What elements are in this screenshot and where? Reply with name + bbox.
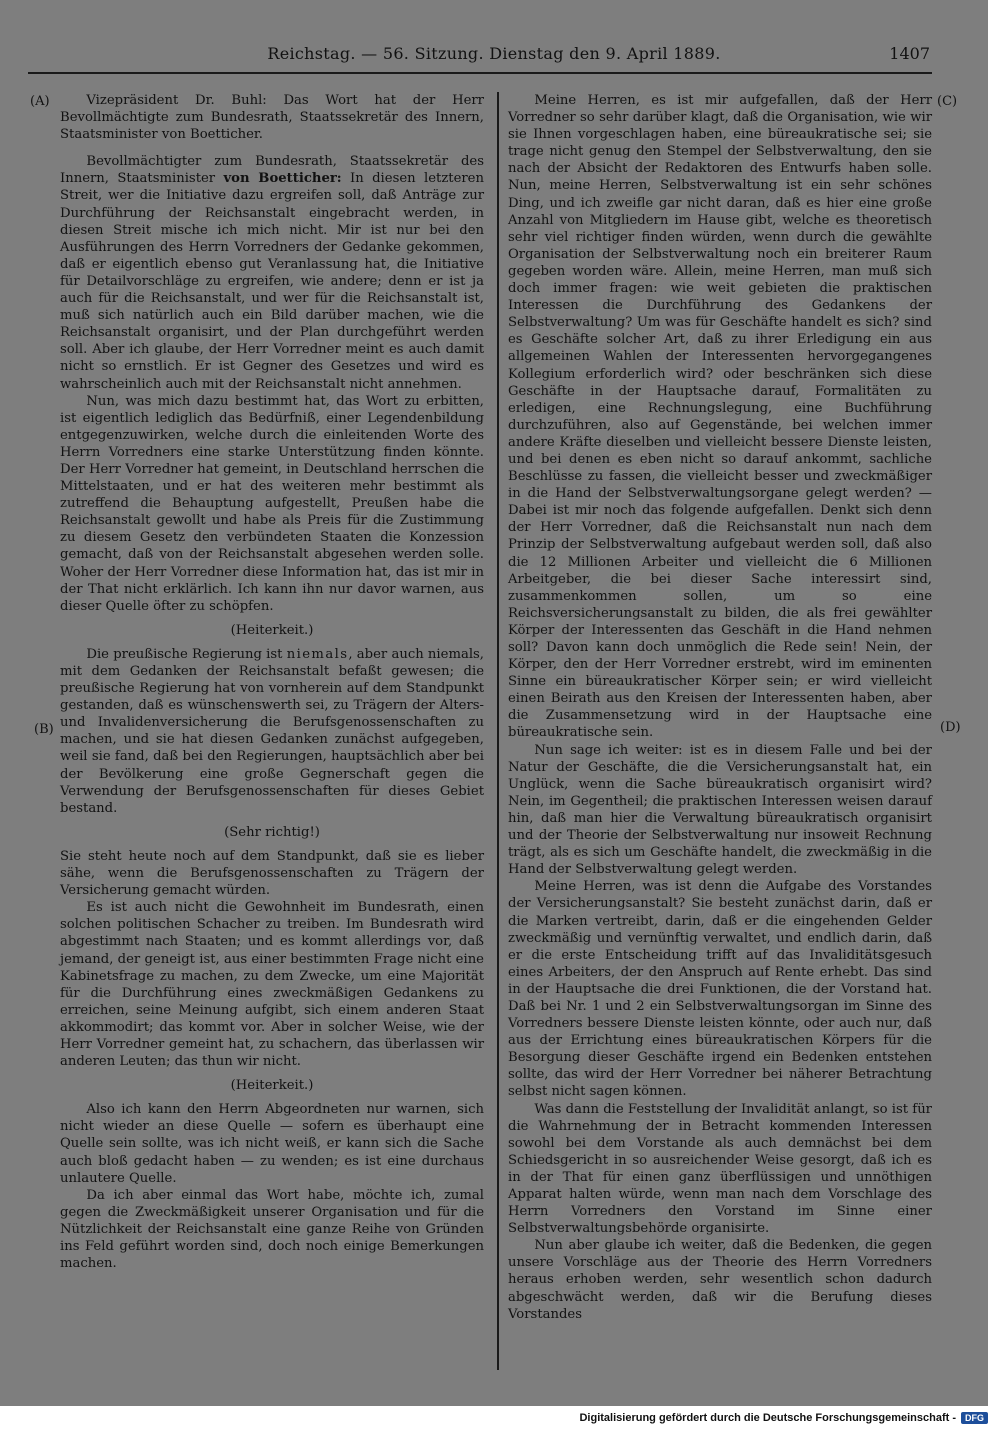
paragraph [60, 153, 484, 392]
dfg-logo: DFG [961, 1412, 988, 1424]
right-column [508, 92, 932, 1323]
interjection: (Sehr richtig!) [224, 824, 320, 840]
digitization-footer [579, 1412, 988, 1424]
paragraph-text: Das Wort hat der Herr Bevollmächtigte zum Bundesrath, Staatssekretär des Innern, Staatsminister von Boetticher. [60, 93, 484, 143]
header-rule [28, 72, 932, 74]
footer-text: Digitalisierung gefördert durch die Deutsche Forschungsgemeinschaft - [579, 1412, 956, 1424]
paragraph: Nun, was mich dazu bestimmt hat, das Wort zu erbitten, ist eigentlich lediglich das Bedürfniß, einer Legendenbildung entgegenzuwirken, welche durch die einleitenden Worte des Herrn Vorredners eine starke Unterstützung finden könnte. Der Herr Vorredner hat gemeint, in Deutschland herrschen die Mittelstaaten, und er hat des weiteren mehr bestimmt als zutreffend die Behauptung aufgestellt, Preußen habe die Reichsanstalt gewollt und habe als Preis für die Zustimmung zu diesem Gesetz den verbündeten Staaten die Konzession gemacht, daß von der Reichsanstalt abgesehen werden solle. Woher der Herr Vorredner diese Information hat, das ist mir in der That nicht erklärlich. Ich kann ihn nur davor warnen, aus dieser Quelle öfter zu schöpfen. [60, 393, 484, 614]
margin-mark-a: (A) [30, 94, 50, 109]
paragraph: Meine Herren, was ist denn die Aufgabe des Vorstandes der Versicherungsanstalt? Sie besteht zunächst darin, daß er die Marken vertreibt, darin, daß er die eingehenden Gelder zweckmäßig und vernünftig verwaltet, und endlich darin, daß er die erste Entscheidung trifft auf das Invaliditätsgesuch eines Arbeiters, der den Anspruch auf Rente erhebt. Das sind in der Hauptsache die drei Funktionen, die der Vorstand hat. Daß bei Nr. 1 und 2 ein Selbstverwaltungsorgan im Sinne des Vorredners bessere Dienste leisten könnte, oder auch nur, daß aus der Errichtung eines büreaukratischen Körpers für die Besorgung dieser Geschäfte irgend ein Bedenken entstehen sollte, das wird der Herr Vorredner bei näherer Betrachtung selbst nicht sagen können. [508, 879, 932, 1100]
margin-mark-d: (D) [940, 720, 961, 735]
paragraph: Also ich kann den Herrn Abgeordneten nur warnen, sich nicht wieder an diese Quelle — sofern es überhaupt eine Quelle sein sollte, was ich nicht weiß, er kann sich die Sache auch bloß gedacht haben — zu wenden; es ist eine durchaus unlautere Quelle. [60, 1102, 484, 1186]
page-number: 1407 [889, 44, 930, 63]
speaker-name: Vizepräsident Dr. Buhl: [86, 93, 267, 108]
left-column [60, 92, 484, 1272]
emphasis-text: niemals [286, 646, 349, 662]
paragraph: Da ich aber einmal das Wort habe, möchte ich, zumal gegen die Zweckmäßigkeit unserer Organisation und für die Nützlichkeit der Reichsanstalt eine ganze Reihe von Gründen ins Feld geführt worden sind, doch noch einige Bemerkungen machen. [60, 1187, 484, 1272]
margin-mark-b: (B) [34, 722, 54, 737]
paragraph: Nun sage ich weiter: ist es in diesem Falle und bei der Natur der Geschäfte, die die Versicherungsanstalt hat, ein Unglück, wenn die Sache büreaukratisch organisirt wird? Nein, im Gegentheil; die praktischen Interessen weisen darauf hin, daß man hier die Verwaltung büreaukratisch organisirt und der Theorie der Selbstverwaltung nur insoweit Rechnung trägt, als es sich um Geschäfte handelt, die zweckmäßig in die Hand der Selbstverwaltung gelegt werden. [508, 742, 932, 878]
paragraph-text: , aber auch niemals, mit dem Gedanken der Reichsanstalt befaßt gewesen; die preußische Regierung hat von vornherein auf dem Standpunkt gestanden, daß es wünschenswerth sei, zu Trägern der Alters- und Invalidenversicherung die Berufsgenossenschaften zu machen, und sie hat diesen Gedanken zunächst aufgegeben, weil sie fand, daß bei den Regierungen, hauptsächlich aber bei der Bevölkerung eine große Gegnerschaft gegen die Verwendung der Berufsgenossenschaften für dieses Gebiet bestand. [60, 646, 484, 816]
margin-mark-c: (C) [937, 94, 958, 109]
paragraph: Meine Herren, es ist mir aufgefallen, daß der Herr Vorredner so sehr darüber klagt, daß die Organisation, wie wir sie Ihnen vorgeschlagen haben, eine büreaukratische sei; sie trage nicht genug den Stempel der Selbstverwaltung, den sie nach der Absicht der Redaktoren des Entwurfs haben solle. Nun, meine Herren, Selbstverwaltung ist ein sehr schönes Ding, und ich zweifle gar nicht daran, daß es hier eine große Anzahl von Mitgliedern im Hause gibt, welche es theoretisch sehr viel richtiger finden würden, wenn durch die gewählte Organisation der Selbstverwaltung noch ein breiterer Raum gegeben worden wäre. Allein, meine Herren, man muß sich doch immer fragen: wie weit gebieten die praktischen Interessen die Durchführung des Gedankens der Selbstverwaltung? Um was für Geschäfte handelt es sich? sind es Geschäfte solcher Art, daß zu ihrer Erledigung ein aus allgemeinen Wahlen der Interessenten hervorgegangenes Kollegium erforderlich wird? oder beschränken sich diese Geschäfte in der Hauptsache darauf, Formalitäten zu erledigen, eine Rechnungslegung, eine Buchführung durchzuführen, also auf Gegenstände, bei welchen immer andere Kräfte dieselben und vielleicht bessere Dienste leisten, und bei denen es eben nicht so darauf ankommt, sachliche Beschlüsse zu fassen, die vielleicht besser und zweckmäßiger in die Hand der Selbstverwaltungsorgane gelegt werden? — Dabei ist mir noch das folgende aufgefallen. Denkt sich denn der Herr Vorredner, daß die Reichsanstalt nun nach dem Prinzip der Selbstverwaltung aufgebaut werden soll, daß also die 12 Millionen Arbeiter und vielleicht die 6 Millionen Arbeitgeber, die bei dieser Sache interessirt sind, zusammenkommen sollen, um so eine Reichsversicherungsanstalt zu bilden, die als frei gewählter Körper der Interessenten das Geschäft in die Hand nehmen soll? Davon kann doch unmöglich die Rede sein! Nein, der Körper, den der Herr Vorredner erstrebt, wird im eminenten Sinne ein büreaukratischer Körper sein; er wird vielleicht einen Beirath aus den Kreisen der Interessenten haben, aber die Zusammensetzung wird in der Hauptsache eine büreaukratische sein. [508, 93, 932, 741]
running-title: Reichstag. — 56. Sitzung. Dienstag den 9. April 1889. [267, 44, 721, 63]
speaker-name: von Boetticher: [223, 171, 342, 187]
page-header [0, 44, 988, 70]
paragraph-text: Die preußische Regierung ist [86, 646, 283, 662]
paragraph [60, 92, 484, 143]
paragraph [60, 646, 484, 817]
paragraph-text: In diesen letzteren Streit, wer die Initiative dazu ergreifen soll, daß Anträge zur Durchführung der Reichsanstalt eingebracht werden, in diesen Streit mische ich mich nicht. Mir ist nur bei den Ausführungen des Herrn Vorredners der Gedanke gekommen, daß er eigentlich ebenso gut Veranlassung hat, die Initiative für Detailvorschläge zu ergreifen, wie andere; denn er ist ja auch für die Reichsanstalt, und wer für die Reichsanstalt ist, muß sich natürlich auch ein Bild darüber machen, wie die Reichsanstalt organisirt, und der Plan durchgeführt werden soll. Aber ich glaube, der Herr Vorredner meint es auch damit nicht so ernstlich. Er ist Gegner des Gesetzes und wird es wahrscheinlich auch mit der Reichsanstalt nicht annehmen. [60, 171, 484, 392]
paragraph: Sie steht heute noch auf dem Standpunkt, daß sie es lieber sähe, wenn die Berufsgenossenschaften zu Trägern der Versicherung gemacht würden. [60, 848, 484, 899]
speaker-intro: Bevollmächtigter zum Bundesrath, Staatssekretär des Innern, Staatsminister [60, 154, 484, 187]
paragraph: Nun aber glaube ich weiter, daß die Bedenken, die gegen unsere Vorschläge aus der Theorie des Herrn Vorredners heraus erhoben werden, sehr wesentlich schon dadurch abgeschwächt werden, daß wir die Berufung dieses Vorstandes [508, 1238, 932, 1322]
paragraph: Was dann die Feststellung der Invalidität anlangt, so ist für die Wahrnehmung der in Betracht kommenden Interessen sowohl bei dem Vorstande als auch demnächst bei dem Schiedsgericht in so ausreichender Weise gesorgt, daß ich es in der That für einen ganz überflüssigen und unnöthigen Apparat halten würde, wenn man nach dem Vorschlage des Herrn Vorredners den Vorstand im Sinne einer Selbstverwaltungsbehörde organisirte. [508, 1101, 932, 1237]
interjection: (Heiterkeit.) [230, 1078, 314, 1094]
column-divider [497, 92, 499, 1370]
paragraph: Es ist auch nicht die Gewohnheit im Bundesrath, einen solchen politischen Schacher zu treiben. Im Bundesrath wird abgestimmt nach Staaten; und es kommt allerdings vor, daß jemand, der geneigt ist, aus einer bestimmten Frage nicht eine Kabinetsfrage zu machen, zu dem Zwecke, um eine Majorität für die Durchführung eines zweckmäßigen Gedankens zu erreichen, seine Meinung aufgibt, sich einem anderen Staat akkommodirt; das kommt vor. Aber in solcher Weise, wie der Herr Vorredner gemeint hat, zu schachern, das überlassen wir anderen Leuten; das thun wir nicht. [60, 900, 484, 1070]
interjection: (Heiterkeit.) [230, 622, 314, 638]
